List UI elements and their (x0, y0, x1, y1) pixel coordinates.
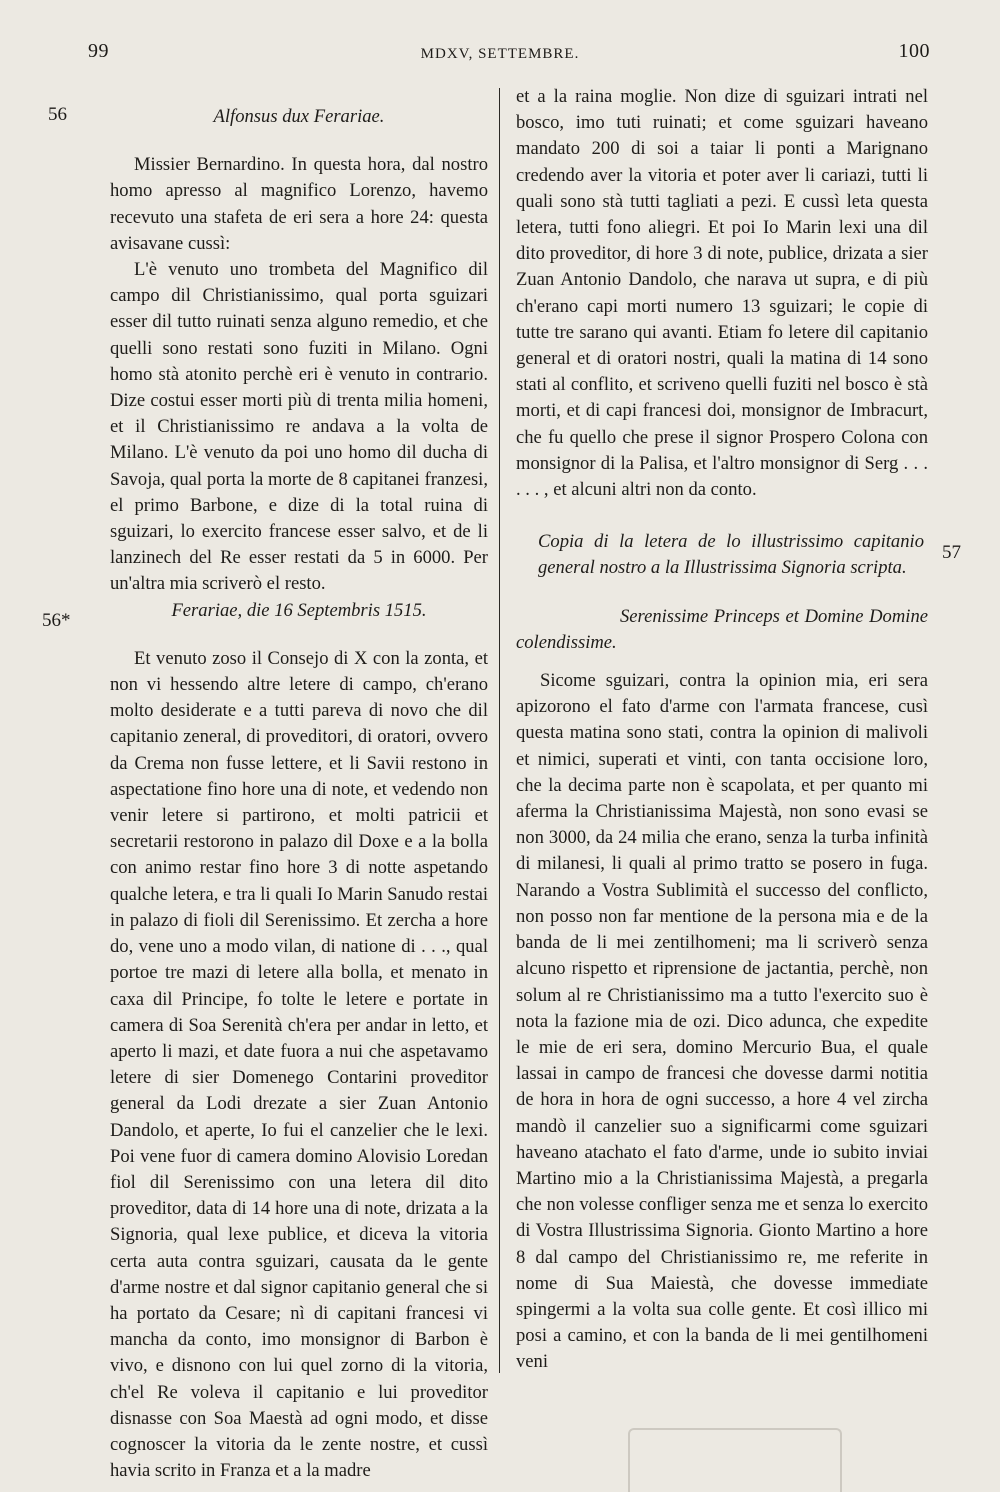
paragraph: Sicome sguizari, contra la opinion mia, eri sera apizorono el fato d'arme con l'armata francese, cusì questa matina sono stati, contra la opinion di malivoli et nimici, superati et vinti, con tanta occisione loro, che la decima parte non è scapolata, et per quanto mi aferma la Christianissima Majestà, non sono evasi se non 3000, da 24 milia che erano, senza la turba infinità di milanesi, li quali al primo tratto se posero in fuga. Narando a Vostra Sublimità el successo del conflicto, non posso non far mentione de la persona mia e de la banda de li mei zentilhomeni; ma li scriverò senza alcuno rispetto et riprensione de jactantia, perchè, non solum al re Christianissimo ma a tutto l'exercito suo è nota la fazione mia de ozi. Dico adunca, che expedite le mie de eri sera, domino Mercurio Bua, el quale lassai in campo de francesi che dovesse darmi notitia de hora in hora de ogni successo, a hore 4 vel zircha mandò il canzelier suo a significarmi come sguizari haveano atachato el fato d'arme, unde io subito inviai Martino mio a la Christianissima Majestà, a pregarla che non volesse confliger senza me et senza lo exercito di Vostra Illustrissima Signoria. Gionto Martino a hore 8 dal campo del Christianissimo re, me referite in nome di Sua Maiestà, che dovesse immediate spingermi a la volta sua colle gente. Et così illico mi posi a camino, et con la banda de li mei gentilhomeni veni (516, 670, 928, 1373)
paragraph: et a la raina moglie. Non dize di sguizari intrati nel bosco, imo tuti ruinati; et come sguizari haveano mandato 200 di soi a taiar li ponti a Marignano credendo aver la vitoria et poter aver li cariazi, tutti li quali sono stà tutti tagliati a pezi. E cussì leta questa letera, tutti fono aliegri. Et poi Io Marin lexi una dil dito proveditor, di hore 3 di note, publice, drizata a sier Zuan Antonio Dandolo, che narava ut supra, e di più ch'erano capi morti numero 13 sguizari; le copie di tutte tre sarano qui avanti. Etiam fo letere dil capitanio general et di oratori nostri, quali la matina di 14 sono stati al conflito, et scriveno quelli fuziti nel bosco è stà morti, et di capi francesi doi, monsignor de Imbracurt, che fu quello che prese il signor Prospero Colona con monsignor di la Palisa, et l'altro monsignor di Serg . . . . . . , et alcuni altri non da conto. (516, 86, 928, 501)
left-page-number: 99 (88, 40, 109, 62)
left-column (110, 84, 488, 1484)
letter-title: Alfonsus dux Ferariae. (213, 106, 385, 127)
right-page-number: 100 (898, 40, 930, 62)
library-stamp (628, 1428, 842, 1492)
right-column (516, 84, 928, 1376)
margin-number-56-star: 56* (42, 610, 71, 631)
column-rule (499, 88, 500, 1373)
paragraph: L'è venuto uno trombeta del Magnifico dil campo dil Christianissimo, qual porta sguizari esser dil tutto ruinati senza alguno remedio, et che quelli sono restati sono fuziti in Milano. Ogni homo stà atonito perchè eri è venuto in contrario. Dize costui esser morti più di trenta milia homeni, et il Christianissimo re andava a la volta de Milano. L'è venuto da poi uno homo dil ducha di Savoja, qual porta la morte de 8 capitanei franzesi, el primo Barbone, e dize di la total ruina di sguizari, lo exercito francese esser salvo, et de li lanzinech del Re esser restati da 5 in 6000. Per un'altra mia scriverò el resto. (110, 259, 488, 595)
margin-number-56: 56 (48, 104, 67, 125)
section-heading: Copia di la letera de lo illustrissimo capitanio general nostro a la Illustrissima Signoria scripta. (538, 531, 924, 579)
margin-number-57: 57 (942, 542, 961, 563)
running-title: MDXV, SETTEMBRE. (420, 46, 580, 62)
salutation: Serenissime Princeps et Domine Domine colendissime. (516, 605, 928, 653)
dateline: Ferariae, die 16 Septembris 1515. (171, 599, 427, 621)
paragraph: Missier Bernardino. In questa hora, dal nostro homo apresso al magnifico Lorenzo, havemo recevuto una stafeta de eri sera a hore 24: questa avisavane cussì: (110, 154, 488, 254)
paragraph: Et venuto zoso il Consejo di X con la zonta, et non vi hessendo altre letere di campo, ch'erano molto desiderate e a tutti pareva di novo che dil capitanio zeneral, di proveditori, di oratori, ovvero da Crema non fusse lettere, et li Savii restono in aspectatione fino hore una di note, et vedendo non venir letere si partirono, et molti patricii et secretarii restorono in palazo dil Doxe e a la bolla con animo restar fino hore 3 di notte aspetando qualche letera, e tra li quali Io Marin Sanudo restai in palazo di fioli dil Serenissimo. Et zercha a hore do, vene uno a modo vilan, di natione di . . ., qual portoe tre mazi di letere alla bolla, et menato in caxa dil Principe, fo tolte le letere e portate in camera di Soa Serenità ch'era per andar in letto, et aperto li mazi, et date fuora a nui che aspetavamo letere di sier Domenego Contarini proveditor general da Lodi drezate a sier Zuan Antonio Dandolo, et aperte, Io fui el canzelier che le lexi. Poi vene fuor di camera domino Alovisio Loredan fiol dil Serenissimo con una letera dil dito proveditor, data di 14 hore una di note, drizata a la Signoria, qual lexe publice, et diceva la vitoria certa auta contra sguizari, causata da le gente d'arme nostre et dal signor capitanio general che si ha portato da Cesare; nì di capitani francesi vi mancha da conto, imo monsignor di Barbon è vivo, e disnono con lui quel zorno di la vitoria, ch'el Re voleva il capitanio e lui proveditor disnasse con Soa Maestà ad ogni modo, et disse cognoscer la vitoria da le zente nostre, et cussì havia scrito in Franza et a la madre (110, 647, 488, 1482)
